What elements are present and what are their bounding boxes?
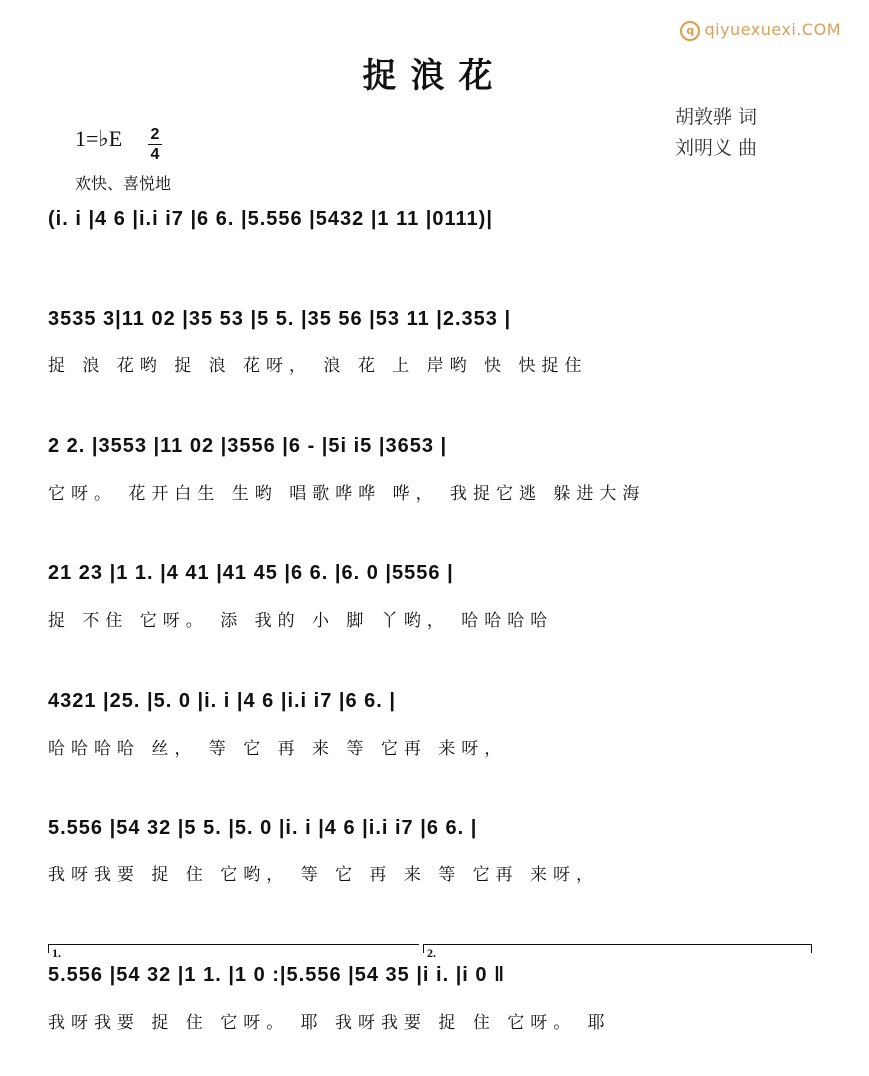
notation-row-4: 21 23 |1 1. |4 41 |41 45 |6 6. |6. 0 |5556 | [48, 562, 454, 584]
notation-row-1: (i. i |4 6 |i.i i7 |6 6. |5.556 |5432 |1 11 |0111)| [48, 208, 493, 230]
watermark-logo-icon: q [680, 21, 700, 41]
lyric-row-2: 捉 浪 花哟 捉 浪 花呀， 浪 花 上 岸哟 快 快捉住 [48, 356, 588, 376]
time-signature [148, 126, 162, 163]
tempo-marking: 欢快、喜悦地 [75, 174, 172, 193]
notation-row-7: 5.556 |54 32 |1 1. |1 0 :|5.556 |54 35 |i i. |i 0 ‖ [48, 964, 506, 986]
lyric-row-7: 我呀我要 捉 住 它呀。 耶 我呀我要 捉 住 它呀。 耶 [48, 1013, 611, 1033]
lyric-row-4: 捉 不住 它呀。 添 我的 小 脚 丫哟， 哈哈哈哈 [48, 611, 554, 631]
notation-row-6: 5.556 |54 32 |5 5. |5. 0 |i. i |4 6 |i.i i7 |6 6. | [48, 817, 478, 839]
song-title: 捉浪花 [362, 56, 507, 96]
volta-label-2: 2. [427, 946, 436, 960]
lyric-row-3: 它呀。 花开白生 生哟 唱歌哗哗 哗， 我捉它逃 躲进大海 [48, 484, 646, 504]
lyric-row-6: 我呀我要 捉 住 它哟， 等 它 再 来 等 它再 来呀， [48, 865, 600, 885]
lyricist: 胡敦骅 词 [675, 106, 758, 128]
volta-bracket-2 [423, 944, 812, 953]
time-signature-bottom: 4 [150, 146, 160, 163]
volta-label-1: 1. [52, 946, 61, 960]
composer: 刘明义 曲 [675, 137, 758, 159]
notation-row-2: 3535 3|11 02 |35 53 |5 5. |35 56 |53 11 |2.353 | [48, 308, 512, 330]
watermark: q qiyuexuexi.COM [680, 20, 841, 41]
notation-row-3: 2 2. |3553 |11 02 |3556 |6 - |5i i5 |3653 | [48, 435, 448, 457]
notation-row-5: 4321 |25. |5. 0 |i. i |4 6 |i.i i7 |6 6. | [48, 690, 397, 712]
lyric-row-5: 哈哈哈哈 丝， 等 它 再 来 等 它再 来呀， [48, 739, 508, 759]
volta-bracket-1 [48, 944, 419, 953]
key-signature: 1=♭E [75, 126, 123, 151]
time-signature-top: 2 [150, 126, 160, 143]
